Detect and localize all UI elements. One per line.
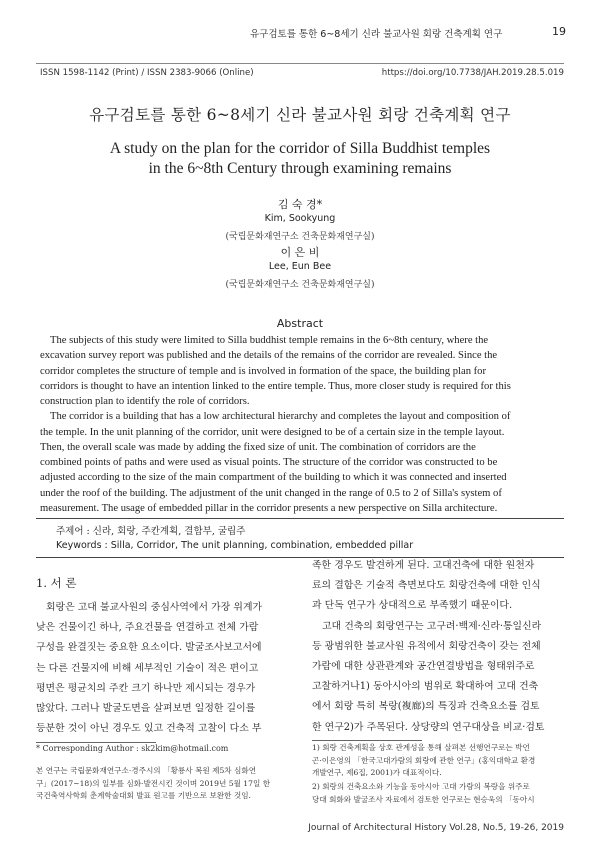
journal-footer: Journal of Architectural History Vol.28, No.5, 19-26, 2019 bbox=[308, 823, 564, 833]
title-en-line2: in the 6~8th Century through examining remains bbox=[148, 160, 452, 177]
running-header-title: 유구검토를 통한 6~8세기 신라 불교사원 회랑 건축계획 연구 bbox=[250, 29, 503, 40]
body-line: 족한 경우도 발견하게 된다. 고대건축에 대한 원천자 bbox=[312, 560, 535, 571]
body-line: 고찰하거나1) 동아시아의 범위로 확대하여 고대 건축 bbox=[312, 681, 539, 693]
footnote-rule-right bbox=[312, 740, 422, 741]
author1-name-en: Kim, Sookyung bbox=[264, 213, 336, 224]
abstract-line: combined points of paths and were used as visual points. The structure of the corridor was constructed to be bbox=[40, 457, 498, 468]
corresponding-author: * Corresponding Author : sk2kim@hotmail.com bbox=[36, 744, 229, 753]
body-line: 구성을 완결짓는 중요한 요소이다. 발굴조사보고서에 bbox=[36, 642, 262, 654]
body-line: 등분한 것이 아닌 경우도 있고 건축적 고찰이 다소 부 bbox=[36, 723, 262, 735]
body-line: 는 다른 건물지에 비해 세부적인 기술이 적은 편이고 bbox=[36, 662, 259, 674]
keywords-en: Keywords : Silla, Corridor, The unit planning, combination, embedded pillar bbox=[56, 540, 414, 551]
footnote-rule-left bbox=[36, 742, 156, 743]
abstract-line: The subjects of this study were limited to Silla buddhist temple remains in the 6~8th century, where the bbox=[50, 335, 489, 346]
issn: ISSN 1598-1142 (Print) / ISSN 2383-9066 (Online) bbox=[40, 68, 254, 78]
abstract-line: under the roof of the building. The adjustment of the unit changed in the range of 0.5 to 2 of Silla's system of bbox=[40, 487, 502, 499]
abstract-body bbox=[40, 333, 564, 516]
body-line: 료의 결함은 기술적 측면보다도 회랑건축에 대한 인식 bbox=[312, 580, 541, 592]
left-column-body bbox=[36, 598, 296, 739]
abstract-line: the temple. In the unit planning of the corridor, unit were designed to be of a certain size in the temple layout. bbox=[40, 426, 505, 438]
header-rule bbox=[36, 63, 564, 64]
page-title: 유구검토를 통한 6~8세기 신라 불교사원 회랑 건축계획 연구 bbox=[89, 106, 511, 124]
abstract-line: excavation survey report was published and the details of the remains of the corridor are revealed. Since the bbox=[40, 350, 498, 362]
keywords-top-rule bbox=[36, 518, 564, 519]
footnote-line: 1) 회랑 건축계획을 상호 관계성을 통해 살펴본 선행연구로는 박언 bbox=[312, 743, 530, 752]
funding-line: 구」(2017~18)의 일부를 심화·발전시킨 것이며 2019년 5월 17일 한 bbox=[36, 778, 271, 788]
body-line: 고대 건축의 회랑연구는 고구려·백제·신라·통일신라 bbox=[322, 620, 542, 632]
footnote-line: 곤·이은영의 「한국고대가람의 회랑에 관한 연구」(홍익대학교 환경 bbox=[312, 755, 536, 765]
title-en-line1: A study on the plan for the corridor of Silla Buddhist temples bbox=[109, 140, 491, 157]
page-number: 19 bbox=[552, 25, 566, 38]
funding-line: 본 연구는 국립문화재연구소·경주시의 「황룡사 복원 제5차 심화연 bbox=[36, 766, 257, 775]
footnote-line: 2) 회랑의 건축요소와 기능을 동아시아 고대 가람의 복랑을 위주로 bbox=[312, 782, 530, 791]
footnote-2 bbox=[312, 781, 568, 806]
footnote-1 bbox=[312, 742, 568, 780]
body-line: 에서 회랑 특히 복랑(複廊)의 특징과 건축요소를 검토 bbox=[312, 701, 540, 713]
author1-affiliation: (국립문화재연구소 건축문화재연구실) bbox=[225, 232, 375, 242]
abstract-heading: Abstract bbox=[276, 317, 324, 330]
body-line: 가람에 대한 상관관계와 공간연결방법을 형태위주로 bbox=[312, 661, 535, 673]
abstract-line: measurement. The usage of embedded pillar in the corridor presents a new perspective on Silla architecture. bbox=[40, 502, 498, 514]
abstract-line: construction plan to identify the role of corridors. bbox=[40, 396, 250, 407]
abstract-line: Then, the overall scale was made by adding the fixed size of unit. The combination of corridors are the bbox=[40, 441, 476, 453]
footnote-line: 개발연구, 제6집, 2001)가 대표적이다. bbox=[312, 768, 442, 777]
body-line: 회랑은 고대 불교사원의 중심사역에서 가장 위계가 bbox=[46, 602, 263, 613]
footnote-line: 당대 회화와 발굴조사 자료에서 검토한 연구로는 현승욱의 「동아시 bbox=[312, 794, 535, 804]
abstract-line: corridor completes the structure of temple and is involved in formation of the space, the building plan for bbox=[40, 365, 486, 377]
keywords-ko: 주제어 : 신라, 회랑, 주칸계획, 결합부, 굴립주 bbox=[56, 526, 246, 537]
abstract-line: The corridor is a building that has a low architectural hierarchy and completes the layout and composition of bbox=[50, 411, 511, 423]
funding-note bbox=[36, 765, 298, 803]
author2-affiliation: (국립문화재연구소 건축문화재연구실) bbox=[225, 280, 375, 290]
body-line: 많았다. 그러나 발굴도면을 살펴보면 일정한 길이를 bbox=[36, 703, 256, 715]
abstract-line: corridors is thought to have an intention linked to the entire temple. Thus, more closer study is required for this bbox=[40, 380, 511, 392]
body-line: 평면은 평균치의 주칸 크기 하나만 제시되는 경우가 bbox=[36, 682, 256, 694]
abstract-line: adjusted according to the size of the main compartment of the building to which it was connected and inserted bbox=[40, 472, 507, 484]
body-line: 한 연구2)가 주목된다. 상당량의 연구대상을 비교·검토 bbox=[312, 721, 545, 733]
body-line: 등 광범위한 불교사원 유적에서 회랑건축이 갖는 전체 bbox=[312, 640, 541, 652]
body-line: 낮은 건물이긴 하나, 주요건물을 연결하고 전체 가람 bbox=[36, 622, 259, 634]
author1-name-ko: 김 숙 경* bbox=[277, 198, 323, 211]
doi-link[interactable]: https://doi.org/10.7738/JAH.2019.28.5.019 bbox=[381, 68, 564, 78]
author2-name-en: Lee, Eun Bee bbox=[268, 261, 332, 272]
body-line: 과 단독 연구가 상대적으로 부족했기 때문이다. bbox=[312, 600, 513, 612]
funding-line: 국건축역사학회 춘계학술대회 발표 원고를 기반으로 보완한 것임. bbox=[36, 791, 251, 800]
right-column-body bbox=[312, 556, 568, 738]
section-heading: 1. 서 론 bbox=[36, 576, 77, 590]
author2-name-ko: 이 은 비 bbox=[280, 246, 320, 259]
